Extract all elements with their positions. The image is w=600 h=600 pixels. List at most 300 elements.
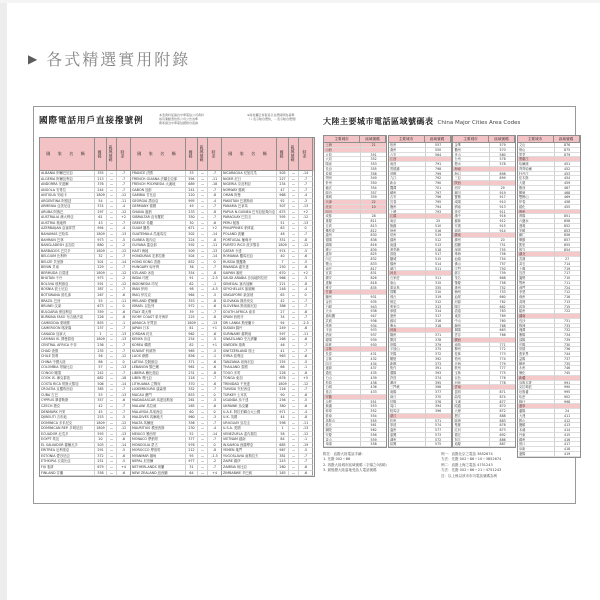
country-cell: GEORGIA 喬治亞 bbox=[131, 199, 186, 205]
column-header-time-diff: 時差 bbox=[208, 138, 222, 171]
city-cell: 渭南 bbox=[453, 205, 490, 210]
country-cell: BELGIUM 比利時 bbox=[40, 254, 95, 260]
country-cell: GERMANY 德國 bbox=[131, 204, 186, 210]
city-cell: 運城 bbox=[324, 195, 361, 200]
area-code-cell: 790 bbox=[426, 181, 451, 186]
time-diff-cell: -11 bbox=[208, 177, 222, 183]
area-code-cell: — bbox=[198, 404, 208, 410]
time-diff-cell: +4 bbox=[117, 465, 131, 471]
country-cell: BOTSWANA 波札那 bbox=[40, 293, 95, 299]
area-code-cell: 335 bbox=[426, 286, 451, 291]
area-code-column-header bbox=[389, 136, 451, 143]
country-cell: GUINEA 幾內亞 bbox=[131, 238, 186, 244]
country-code-cell: 1809 bbox=[186, 321, 198, 327]
time-diff-cell: -5 bbox=[299, 360, 313, 366]
area-code-cell: 371 bbox=[426, 333, 451, 338]
country-cell: SYRIA 敘利亞 bbox=[222, 354, 277, 360]
city-cell: 杭州 bbox=[389, 419, 426, 424]
area-code-cell: 919 bbox=[490, 191, 515, 196]
dialing-notes-steps bbox=[323, 452, 435, 479]
country-code-cell: 47 bbox=[277, 188, 289, 194]
area-code-cell: 564 bbox=[426, 153, 451, 158]
country-code-cell: 357 bbox=[95, 398, 107, 404]
area-code-cell: 574 bbox=[426, 423, 451, 428]
area-code-cell: 990 bbox=[555, 385, 580, 390]
city-cell: 南通 bbox=[389, 243, 426, 248]
city-cell: 榆次 bbox=[324, 186, 361, 191]
country-cell: KOREA 韓國 bbox=[131, 343, 186, 349]
country-code-cell: 27 bbox=[277, 310, 289, 316]
area-code-cell: — bbox=[107, 282, 117, 288]
country-code-cell: 224 bbox=[186, 238, 198, 244]
country-cell: NORWAY 挪威 bbox=[222, 188, 277, 194]
time-diff-cell: -13 bbox=[117, 393, 131, 399]
city-cell: 孝感 bbox=[518, 290, 555, 295]
time-diff-cell: -7 bbox=[208, 437, 222, 443]
city-cell: 酒泉 bbox=[324, 333, 361, 338]
area-code-cell: 435 bbox=[361, 371, 386, 376]
area-code-cell: 797 bbox=[426, 191, 451, 196]
country-code-cell: 52 bbox=[186, 432, 198, 438]
time-diff-cell: 0 bbox=[208, 410, 222, 416]
time-diff-cell: -13 bbox=[299, 221, 313, 227]
area-code-cell: 557 bbox=[426, 143, 451, 148]
area-code-cell: 510 bbox=[426, 224, 451, 229]
area-code-cell: — bbox=[198, 271, 208, 277]
country-cell: PAPUA N.GUINEA 巴布亞紐幾內亞 bbox=[223, 209, 276, 214]
city-cell: 河池 bbox=[453, 381, 490, 386]
time-diff-cell: -1 bbox=[208, 354, 222, 360]
time-diff-cell: -4 bbox=[299, 193, 313, 199]
time-diff-cell: -5 bbox=[208, 293, 222, 299]
city-cell: 廣安 bbox=[324, 276, 361, 281]
area-code-cell: 730 bbox=[555, 343, 580, 348]
time-diff-cell: -8 bbox=[299, 238, 313, 244]
city-cell: 衢州 bbox=[453, 148, 490, 153]
city-cell: 保山 bbox=[518, 148, 555, 153]
country-cell: SAUDI ARABIA 沙烏地阿拉伯 bbox=[222, 276, 277, 282]
area-code-cell: 716 bbox=[555, 295, 580, 300]
time-diff-cell: -12 bbox=[117, 426, 131, 432]
time-diff-cell: -13 bbox=[117, 332, 131, 338]
area-code-cell: 711 bbox=[555, 281, 580, 286]
time-diff-cell: -4 bbox=[208, 426, 222, 432]
area-code-cell: 433 bbox=[361, 390, 386, 395]
city-cell: 合肥 bbox=[324, 400, 361, 405]
area-code-cell: 937 bbox=[361, 333, 386, 338]
area-code-cell: — bbox=[289, 398, 299, 404]
country-code-cell: 374 bbox=[95, 204, 107, 210]
time-diff-cell: -6 bbox=[117, 398, 131, 404]
dialing-notes-examples bbox=[441, 452, 569, 479]
time-diff-cell: -6 bbox=[299, 465, 313, 471]
city-cell: 六盤水 bbox=[518, 219, 555, 224]
area-code-cell: 359 bbox=[361, 195, 386, 200]
city-cell: 瀋陽 bbox=[518, 409, 555, 414]
area-code-cell: 796 bbox=[426, 195, 451, 200]
country-cell: HONG KONG 香港 bbox=[131, 260, 186, 266]
country-code-cell: 98 bbox=[186, 287, 198, 293]
country-code-cell: 995 bbox=[186, 199, 198, 205]
city-cell: 韶關 bbox=[453, 243, 490, 248]
area-code-cell: — bbox=[107, 210, 117, 216]
area-code-cell: — bbox=[107, 265, 117, 271]
city-cell: 三亞 bbox=[453, 176, 490, 181]
country-code-cell: 965 bbox=[186, 349, 198, 355]
time-diff-cell: -12 bbox=[117, 193, 131, 199]
city-cell: 常德 bbox=[518, 347, 555, 352]
country-code-cell: 1 bbox=[277, 426, 289, 432]
city-cell: 荊門 bbox=[518, 286, 555, 291]
city-cell: 淮北 bbox=[324, 423, 361, 428]
city-cell: 西安 bbox=[453, 186, 490, 191]
city-cell: 珠海 bbox=[453, 252, 490, 257]
city-cell: 思茅 bbox=[518, 153, 555, 158]
country-cell: FINLAND 芬蘭 bbox=[40, 471, 95, 477]
area-code-cell: 838 bbox=[361, 238, 386, 243]
country-cell: BURKINA FASO 布吉納法索 bbox=[40, 315, 95, 321]
time-diff-cell: -6 bbox=[299, 393, 313, 399]
area-code-cell: — bbox=[198, 443, 208, 449]
time-diff-cell: -14 bbox=[117, 443, 131, 449]
country-cell: ANTIGUA 安地卡 bbox=[40, 193, 95, 199]
note-line: 1. 先撥 002＋86 bbox=[323, 457, 351, 462]
area-code-cell: — bbox=[289, 337, 299, 343]
city-cell: 商洛 bbox=[453, 229, 490, 234]
country-cell: ZIMBABWE 辛巴威 bbox=[222, 471, 277, 477]
city-cell: 齊齊哈爾 bbox=[518, 167, 555, 172]
city-cell: 揭陽 bbox=[453, 328, 490, 333]
country-code-cell: 58 bbox=[277, 432, 289, 438]
area-code-cell: 835 bbox=[361, 286, 386, 291]
column-header-city: 主要城市 bbox=[518, 136, 554, 143]
area-code-cell: 943 bbox=[361, 305, 386, 310]
area-code-cell: 318 bbox=[426, 324, 451, 329]
city-cell: 平涼 bbox=[324, 328, 361, 333]
country-cell: BARBADOS 巴貝多 bbox=[40, 249, 95, 255]
area-code-cell: 692 bbox=[490, 433, 515, 438]
area-code-cell: 746 bbox=[555, 366, 580, 371]
country-cell: MONACO 摩納哥 bbox=[131, 437, 186, 443]
area-code-cell: 415 bbox=[555, 433, 580, 438]
city-cell: 撫順 bbox=[518, 423, 555, 428]
country-code-cell: 95 bbox=[186, 454, 198, 460]
area-code-cell: — bbox=[289, 221, 299, 227]
area-code-cell: — bbox=[289, 459, 299, 465]
city-cell: 無錫 bbox=[389, 224, 426, 229]
area-code-cell: 512 bbox=[426, 238, 451, 243]
area-code-cell: — bbox=[289, 354, 299, 360]
area-code-cell: — bbox=[107, 226, 117, 232]
country-cell: JAPAN 日本 bbox=[131, 326, 186, 332]
area-code-cell: 391 bbox=[426, 366, 451, 371]
country-code-cell: 594 bbox=[186, 177, 198, 183]
country-cell: SLOVAKIA 斯洛伐克 bbox=[222, 299, 277, 305]
column-header-area-code: 區域號碼 bbox=[198, 138, 208, 171]
area-code-cell: 750 bbox=[490, 267, 515, 272]
area-code-cell: — bbox=[198, 226, 208, 232]
city-cell: 景德鎮 bbox=[389, 167, 426, 172]
area-code-cell: 916 bbox=[490, 214, 515, 219]
country-code-cell: 372 bbox=[95, 454, 107, 460]
country-code-cell: 385 bbox=[95, 387, 107, 393]
area-code-cell: — bbox=[289, 182, 299, 188]
time-diff-cell: -7 bbox=[208, 376, 222, 382]
city-cell: 哈密 bbox=[518, 395, 555, 400]
country-cell: GREECE 希臘 bbox=[131, 221, 186, 227]
country-cell: U.K. 英國 bbox=[222, 415, 277, 421]
area-code-cell: 354 bbox=[361, 186, 386, 191]
country-code-cell: 43 bbox=[95, 221, 107, 227]
country-code-cell: 62 bbox=[186, 282, 198, 288]
time-diff-cell: -12 bbox=[117, 354, 131, 360]
country-code-cell: 30 bbox=[186, 221, 198, 227]
city-cell: 北海 bbox=[453, 362, 490, 367]
city-cell: 阜陽 bbox=[324, 442, 361, 447]
city-cell: 邵陽 bbox=[518, 338, 555, 343]
area-code-cell: 517 bbox=[426, 252, 451, 257]
area-code-cell: 794 bbox=[426, 205, 451, 210]
country-cell: EL SALVADOR 薩爾瓦多 bbox=[40, 443, 95, 449]
area-code-cell: — bbox=[107, 398, 117, 404]
city-cell: 延安 bbox=[453, 210, 490, 215]
city-cell: 丹東 bbox=[518, 433, 555, 438]
area-code-cell: 701 bbox=[426, 186, 451, 191]
area-code-cell: 799 bbox=[426, 172, 451, 177]
area-code-cell: 436 bbox=[361, 385, 386, 390]
area-code-cell: 562 bbox=[361, 428, 386, 433]
time-diff-cell: -6 bbox=[208, 365, 222, 371]
area-code-cell: 878 bbox=[490, 423, 515, 428]
city-cell: 咸寧 bbox=[518, 305, 555, 310]
area-code-cell: 515 bbox=[426, 257, 451, 262]
area-code-cell: 459 bbox=[555, 181, 580, 186]
area-code-cell: 714 bbox=[555, 262, 580, 267]
column-header-area-code: 區域號碼 bbox=[107, 138, 117, 171]
area-code-cell: — bbox=[198, 293, 208, 299]
area-code-cell: 762 bbox=[490, 300, 515, 305]
time-diff-cell: -7 bbox=[299, 454, 313, 460]
area-code-cell: — bbox=[198, 387, 208, 393]
country-code-cell: 226 bbox=[95, 315, 107, 321]
area-code-cell: — bbox=[289, 404, 299, 410]
country-code-cell: 673 bbox=[95, 304, 107, 310]
country-cell: VENEZUELA 委內瑞拉 bbox=[222, 432, 277, 438]
time-diff-cell: +2 bbox=[299, 210, 313, 216]
city-cell: 雲浮 bbox=[453, 333, 490, 338]
area-code-cell: — bbox=[107, 426, 117, 432]
country-code-cell: 592 bbox=[186, 243, 198, 249]
area-code-cell: — bbox=[289, 360, 299, 366]
area-code-cell: 351 bbox=[361, 153, 386, 158]
area-code-cell: 776 bbox=[490, 376, 515, 381]
country-cell: TRINIDAD 千里達 bbox=[222, 382, 277, 388]
city-cell: 綏化 bbox=[518, 205, 555, 210]
time-diff-cell: -6 bbox=[208, 382, 222, 388]
city-cell: 陝西 bbox=[453, 181, 490, 186]
country-code-cell: 1809 bbox=[95, 421, 107, 427]
area-code-cell: 917 bbox=[490, 195, 515, 200]
left-table-note-1 bbox=[159, 114, 245, 126]
area-code-cell: — bbox=[198, 260, 208, 266]
city-cell: 佛山 bbox=[453, 262, 490, 267]
time-diff-cell: -5 bbox=[208, 349, 222, 355]
country-code-cell: 972 bbox=[186, 304, 198, 310]
city-cell: 淮南 bbox=[324, 414, 361, 419]
area-code-cell: 998 bbox=[555, 400, 580, 405]
area-code-cell: — bbox=[198, 177, 208, 183]
area-code-cell: 855 bbox=[555, 243, 580, 248]
city-cell: 曲靖 bbox=[453, 395, 490, 400]
area-code-cell: 735 bbox=[555, 362, 580, 367]
area-code-cell: 660 bbox=[490, 295, 515, 300]
city-cell: 黃山 bbox=[324, 438, 361, 443]
city-cell: 成都 bbox=[324, 214, 361, 219]
country-code-cell: 213 bbox=[95, 177, 107, 183]
country-code-cell: 44 bbox=[277, 415, 289, 421]
city-cell: 宜昌 bbox=[518, 271, 555, 276]
area-code-cell: 374 bbox=[426, 376, 451, 381]
country-code-cell: 261 bbox=[186, 398, 198, 404]
area-code-cell: — bbox=[198, 471, 208, 477]
country-code-cell: 964 bbox=[186, 293, 198, 299]
city-cell: 秦皇島 bbox=[389, 286, 426, 291]
time-diff-cell: -7 bbox=[208, 265, 222, 271]
city-cell: 平頂山 bbox=[389, 347, 426, 352]
country-cell: FIJI 斐濟 bbox=[40, 465, 95, 471]
time-diff-cell: -5 bbox=[299, 276, 313, 282]
area-code-cell: 570 bbox=[490, 148, 515, 153]
time-diff-cell: 0 bbox=[208, 443, 222, 449]
area-code-cell: — bbox=[107, 215, 117, 221]
city-cell: 九江 bbox=[389, 176, 426, 181]
country-cell: MADAGASCAR 馬達加斯加 bbox=[131, 398, 186, 404]
city-cell: 廣元 bbox=[324, 248, 361, 253]
country-code-cell: 86 bbox=[95, 360, 107, 366]
column-header-city: 主要城市 bbox=[453, 136, 489, 143]
area-code-cell: 888 bbox=[490, 414, 515, 419]
country-code-cell: 593 bbox=[95, 432, 107, 438]
time-diff-cell: -8 bbox=[208, 193, 222, 199]
country-code-cell: 265 bbox=[186, 404, 198, 410]
area-code-cell: 719 bbox=[555, 267, 580, 272]
area-code-cell: — bbox=[198, 343, 208, 349]
area-code-cell: 874 bbox=[490, 395, 515, 400]
area-code-cell: — bbox=[289, 376, 299, 382]
city-cell: 周口 bbox=[389, 404, 426, 409]
city-cell: 吉林 bbox=[324, 357, 361, 362]
city-cell: 貴州 bbox=[518, 210, 555, 215]
area-code-cell: — bbox=[107, 193, 117, 199]
country-cell: LEBANON 黎巴嫩 bbox=[131, 365, 186, 371]
country-code-cell: 1809 bbox=[277, 243, 289, 249]
city-cell: 大同 bbox=[324, 157, 361, 162]
country-cell: URUGUAY 烏拉圭 bbox=[222, 421, 277, 427]
country-cell: ZAIRE 薩伊 bbox=[222, 459, 277, 465]
country-code-cell: 94 bbox=[277, 321, 289, 327]
city-cell: 海南 bbox=[453, 167, 490, 172]
country-code-cell: 671 bbox=[186, 226, 198, 232]
area-code-cell: — bbox=[289, 271, 299, 277]
area-code-cell: — bbox=[289, 171, 299, 177]
city-cell: 遼寧 bbox=[518, 404, 555, 409]
time-diff-cell: -5 bbox=[299, 398, 313, 404]
city-cell: 柳州 bbox=[453, 347, 490, 352]
area-code-cell: 792 bbox=[426, 176, 451, 181]
area-code-cell: 934 bbox=[361, 324, 386, 329]
time-diff-cell: +2 bbox=[117, 215, 131, 221]
area-code-cell: 668 bbox=[490, 276, 515, 281]
area-code-cell: 376 bbox=[426, 400, 451, 405]
area-code-cell: 370 bbox=[426, 395, 451, 400]
country-code-cell: 212 bbox=[186, 448, 198, 454]
country-code-cell: 973 bbox=[95, 238, 107, 244]
area-code-cell: 899 bbox=[490, 176, 515, 181]
area-code-cell: — bbox=[198, 287, 208, 293]
area-code-cell: 995 bbox=[555, 390, 580, 395]
time-diff-cell: -8 bbox=[208, 210, 222, 216]
time-diff-cell: -6 bbox=[117, 310, 131, 316]
country-code-cell: 242 bbox=[95, 371, 107, 377]
time-diff-cell: -5 bbox=[117, 415, 131, 421]
area-code-cell: — bbox=[289, 437, 299, 443]
area-code-cell: 572 bbox=[426, 438, 451, 443]
city-cell: 自貢 bbox=[324, 224, 361, 229]
area-code-cell: — bbox=[107, 315, 117, 321]
country-cell: UGANDA 烏干達 bbox=[222, 398, 277, 404]
country-cell: BENIN 貝南 bbox=[40, 265, 95, 271]
city-cell: 嘉峪關 bbox=[324, 314, 361, 319]
city-cell: 金昌 bbox=[324, 300, 361, 305]
time-diff-cell: -5 bbox=[117, 448, 131, 454]
area-code-cell: — bbox=[198, 421, 208, 427]
country-cell: OMAN 阿曼 bbox=[222, 193, 277, 199]
area-code-cell: 872 bbox=[490, 409, 515, 414]
section-title: 各式精選實用附錄 bbox=[46, 50, 191, 69]
country-code-cell: 354 bbox=[186, 271, 198, 277]
time-diff-cell: -6 bbox=[299, 354, 313, 360]
country-cell: ETHIOPIA 衣索比亞 bbox=[40, 459, 95, 465]
city-cell: 滁州 bbox=[389, 148, 426, 153]
country-code-cell: 350 bbox=[186, 215, 198, 221]
country-cell: DJIBOUTI 吉布地 bbox=[40, 415, 95, 421]
area-code-cell: 773 bbox=[490, 352, 515, 357]
city-cell: 大理 bbox=[453, 409, 490, 414]
time-diff-cell: -8 bbox=[208, 315, 222, 321]
time-diff-cell: -7 bbox=[117, 177, 131, 183]
time-diff-cell: -7 bbox=[208, 310, 222, 316]
city-cell: 吐魯番 bbox=[518, 390, 555, 395]
city-cell: 宿州 bbox=[389, 143, 426, 148]
city-cell: 牡丹江 bbox=[518, 172, 555, 177]
city-cell: 潮州 bbox=[453, 324, 490, 329]
table-row bbox=[389, 442, 451, 447]
city-cell: 萍鄉 bbox=[389, 172, 426, 177]
country-cell: PARAGUAY 巴拉圭 bbox=[222, 215, 277, 221]
time-diff-cell: +2 bbox=[208, 226, 222, 232]
city-cell: 荊州 bbox=[518, 295, 555, 300]
note-line: ※時差欄正負號係以台灣時間為基準 bbox=[247, 113, 295, 117]
country-code-cell: 42 bbox=[277, 299, 289, 305]
time-diff-cell: -8 bbox=[117, 315, 131, 321]
city-cell: 十堰 bbox=[518, 267, 555, 272]
area-code-cell: — bbox=[289, 204, 299, 210]
time-diff-cell: -13 bbox=[299, 204, 313, 210]
area-code-cell: — bbox=[289, 432, 299, 438]
country-code-cell: 598 bbox=[277, 421, 289, 427]
country-code-cell: 297 bbox=[95, 210, 107, 216]
country-code-cell: 967 bbox=[277, 448, 289, 454]
